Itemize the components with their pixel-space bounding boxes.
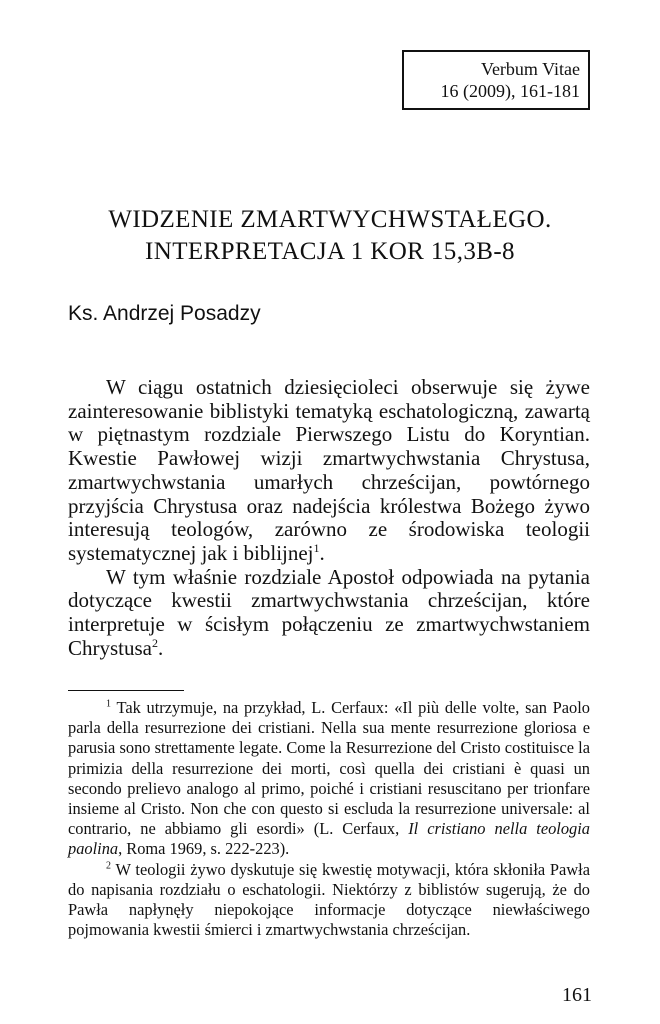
footnote-book-title: Il cristiano nella teologia paolina xyxy=(68,819,590,859)
journal-name: Verbum Vitae xyxy=(480,59,580,79)
footnote-text: W teologii żywo dyskutuje się kwestię motywacji, która skłoniła Pawła do napisania rozdziału o eschatologii. Niektórzy z biblistów sugerują, że do Pawła napłynęły niepokojące informacje dotyczące niewłaściwego pojmowania kwestii śmierci i zmartwychwstania chrześcijan. xyxy=(68,859,590,940)
footnote-divider xyxy=(68,690,184,691)
footnote-number: 2 xyxy=(106,860,111,872)
paragraph-text: W tym właśnie rozdziale Apostoł odpowiada na pytania dotyczące kwestii zmartwychwstania chrześcijan, które interpretuje w ścisłym połączeniu ze zmartwychwstaniem Chrystusa xyxy=(68,564,590,660)
article-body xyxy=(68,376,590,660)
footnotes xyxy=(68,698,590,940)
footnote-reference[interactable]: 2 xyxy=(152,635,158,650)
footnote-number: 1 xyxy=(106,698,111,710)
footnote-text: Tak utrzymuje, na przykład, L. Cerfaux: «Il più delle volte, san Paolo parla della resurrezione dei cristiani. Nella sua mente resurrezione gloriosa e parusia sono strettamente legate. Come la Resurrezione del Cristo costituisce la primizia della resurrezione dei morti, così quella dei cristiani è quasi un secondo prelievo analogo al primo, poiché i cristiani resuscitano per trionfare insieme al Cristo. Non che con questo si escluda la resurrezione universale: al contrario, ne abbiamo gli esordi» (L. Cerfaux, xyxy=(68,698,590,839)
article-title-line1: WIDZENIE ZMARTWYCHWSTAŁEGO. xyxy=(108,206,552,233)
body-paragraph xyxy=(68,376,590,566)
paragraph-text: W ciągu ostatnich dziesięcioleci obserwuje się żywe zainteresowanie biblistyki tematyką eschatologiczną, zawartą w piętnastym rozdziale Pierwszego Listu do Koryntian. Kwestie Pawłowej wizji zmartwychwstania Chrystusa, zmartwychwstania umarłych chrześcijan, powtórnego przyjścia Chrystusa oraz nadejścia królestwa Bożego żywo interesują teologów, zarówno ze środowiska teologii systematycznej jak i biblijnej xyxy=(68,375,590,565)
footnote-text-end: , Roma 1969, s. 222-223). xyxy=(118,839,290,859)
journal-citation-box xyxy=(402,50,590,110)
footnote-reference[interactable]: 1 xyxy=(313,540,320,555)
article-author: Ks. Andrzej Posadzy xyxy=(68,302,261,325)
footnote xyxy=(68,698,590,860)
article-title-line2: INTERPRETACJA 1 KOR 15,3B-8 xyxy=(145,238,515,265)
footnote xyxy=(68,860,590,941)
paragraph-end: . xyxy=(319,540,325,565)
paragraph-end: . xyxy=(158,635,164,660)
body-paragraph xyxy=(68,566,590,661)
page-number: 161 xyxy=(562,984,592,1006)
journal-issue: 16 (2009), 161-181 xyxy=(440,81,580,101)
article-title xyxy=(0,204,660,268)
